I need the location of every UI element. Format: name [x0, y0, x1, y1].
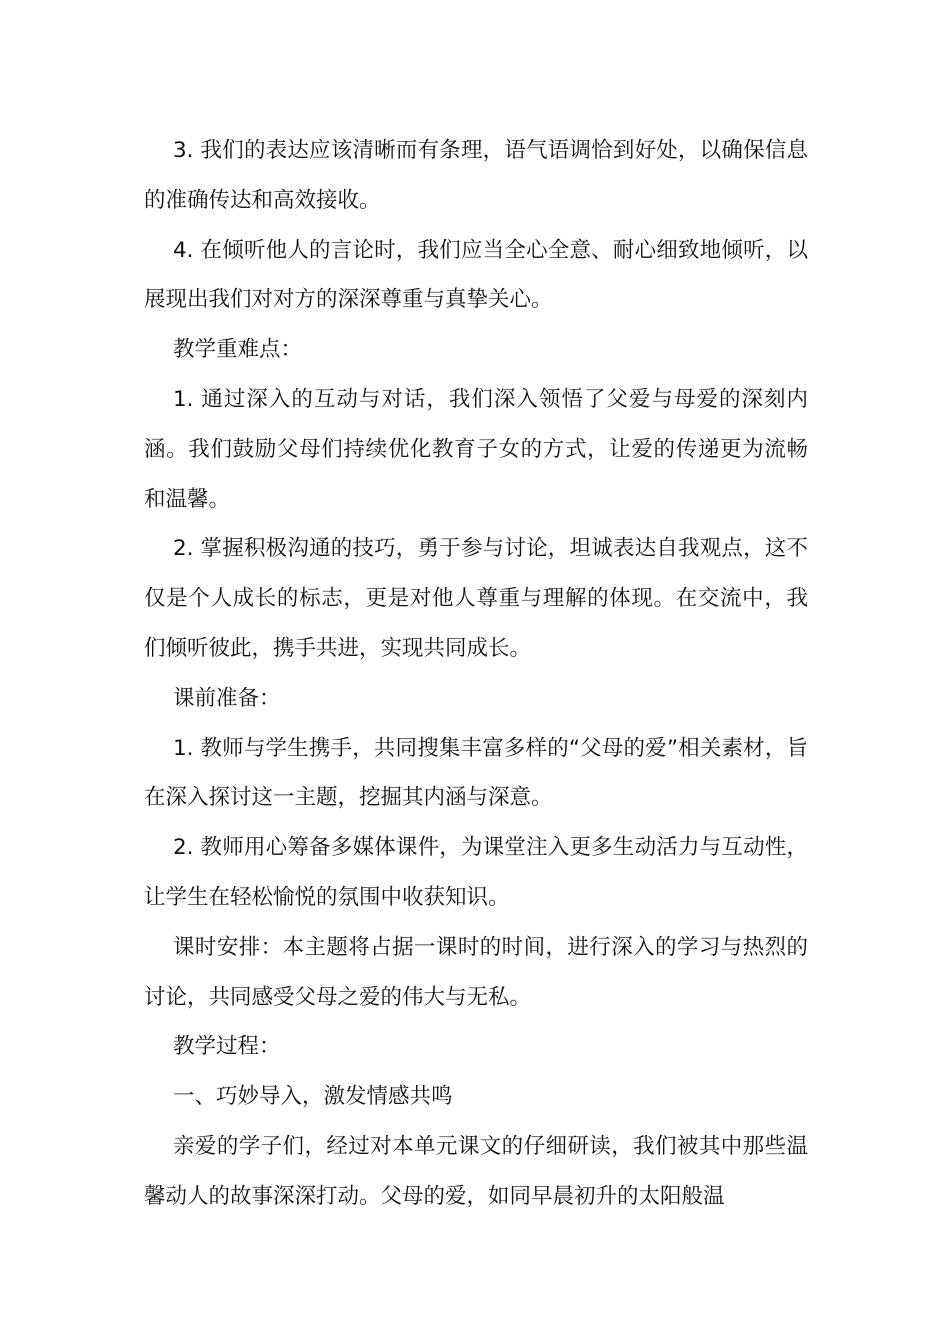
paragraph-point-3: 3. 我们的表达应该清晰而有条理，语气语调恰到好处，以确保信息的准确传达和高效接收。: [144, 138, 808, 213]
heading-section-one: 一、巧妙导入，激发情感共鸣: [173, 1084, 453, 1110]
heading-teaching-process: 教学过程：: [173, 1034, 281, 1060]
document-body: [144, 126, 808, 1222]
paragraph-intro: 亲爱的学子们，经过对本单元课文的仔细研读，我们被其中那些温馨动人的故事深深打动。父母的爱，如同早晨初升的太阳般温: [144, 1133, 808, 1209]
paragraph-preparation-2: 2. 教师用心筹备多媒体课件，为课堂注入更多生动活力与互动性，让学生在轻松愉悦的氛围中收获知识。: [144, 835, 808, 910]
heading-preparation: 课前准备：: [173, 685, 281, 711]
paragraph-preparation-1: 1. 教师与学生携手，共同搜集丰富多样的“父母的爱”相关素材，旨在深入探讨这一主题，挖掘其内涵与深意。: [144, 735, 808, 811]
paragraph-difficulty-1: 1. 通过深入的互动与对话，我们深入领悟了父爱与母爱的深刻内涵。我们鼓励父母们持续优化教育子女的方式，让爱的传递更为流畅和温馨。: [144, 386, 808, 512]
paragraph-schedule: 课时安排：本主题将占据一课时的时间，进行深入的学习与热烈的讨论，共同感受父母之爱的伟大与无私。: [144, 934, 808, 1010]
paragraph-point-4: 4. 在倾听他人的言论时，我们应当全心全意、耐心细致地倾听，以展现出我们对对方的深深尊重与真挚关心。: [144, 237, 808, 313]
paragraph-difficulty-2: 2. 掌握积极沟通的技巧，勇于参与讨论，坦诚表达自我观点，这不仅是个人成长的标志，更是对他人尊重与理解的体现。在交流中，我们倾听彼此，携手共进，实现共同成长。: [144, 536, 808, 661]
heading-key-difficulties: 教学重难点：: [173, 337, 303, 363]
